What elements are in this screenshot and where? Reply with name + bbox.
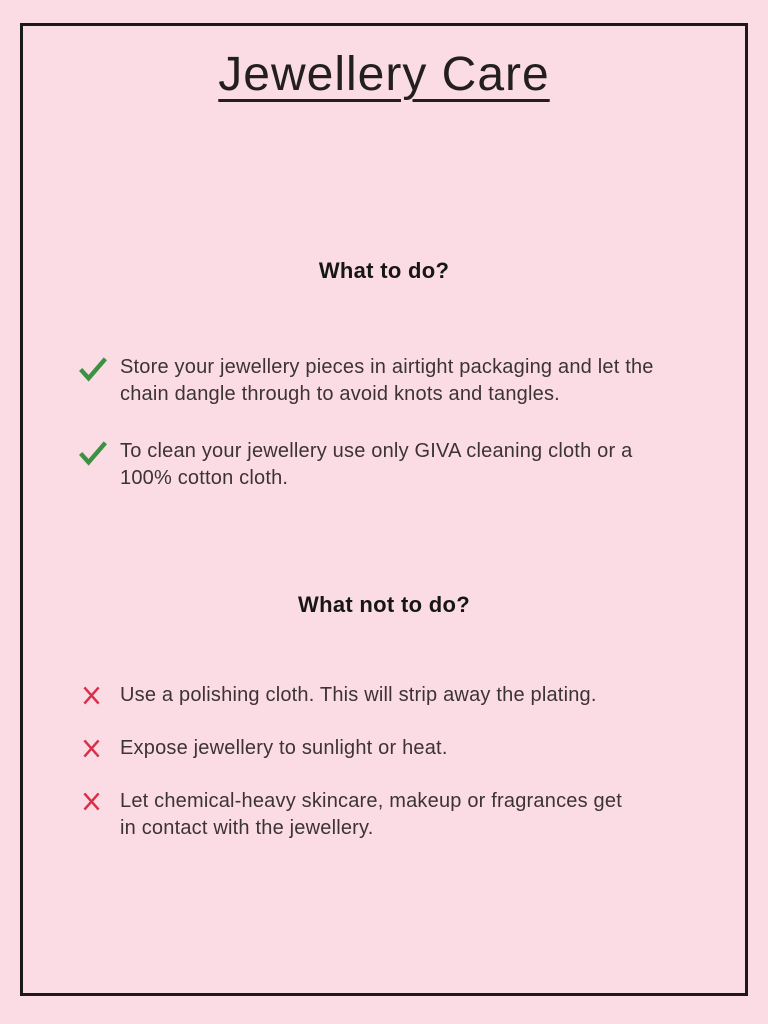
section-heading-do: What to do? — [318, 258, 450, 284]
page-title: Jewellery Care — [218, 48, 550, 101]
list-item-line: Store your jewellery pieces in airtight packaging and let the — [120, 356, 654, 379]
cross-icon — [78, 682, 120, 705]
list-item — [78, 735, 732, 762]
list-item-line: To clean your jewellery use only GIVA cleaning cloth or a — [120, 440, 633, 463]
check-icon — [78, 438, 120, 466]
list-item-line: 100% cotton cloth. — [120, 467, 289, 490]
list-item-text — [120, 735, 448, 762]
do-list — [0, 354, 768, 492]
list-item — [78, 682, 732, 709]
section-heading-dont: What not to do? — [298, 592, 470, 618]
cross-icon — [78, 735, 120, 758]
list-item-line: Let chemical-heavy skincare, makeup or fragrances get — [120, 790, 622, 813]
cross-icon — [78, 788, 120, 811]
list-item-line: Use a polishing cloth. This will strip away the plating. — [120, 684, 597, 707]
dont-list — [0, 682, 768, 842]
list-item-line: Expose jewellery to sunlight or heat. — [120, 737, 448, 760]
list-item-text — [120, 354, 654, 408]
list-item-text — [120, 788, 622, 842]
check-icon — [78, 354, 120, 382]
list-item — [78, 438, 732, 492]
list-item — [78, 354, 732, 408]
list-item-text — [120, 438, 632, 492]
list-item — [78, 788, 732, 842]
list-item-line: in contact with the jewellery. — [120, 817, 374, 840]
list-item-text — [120, 682, 597, 709]
list-item-line: chain dangle through to avoid knots and tangles. — [120, 383, 560, 406]
